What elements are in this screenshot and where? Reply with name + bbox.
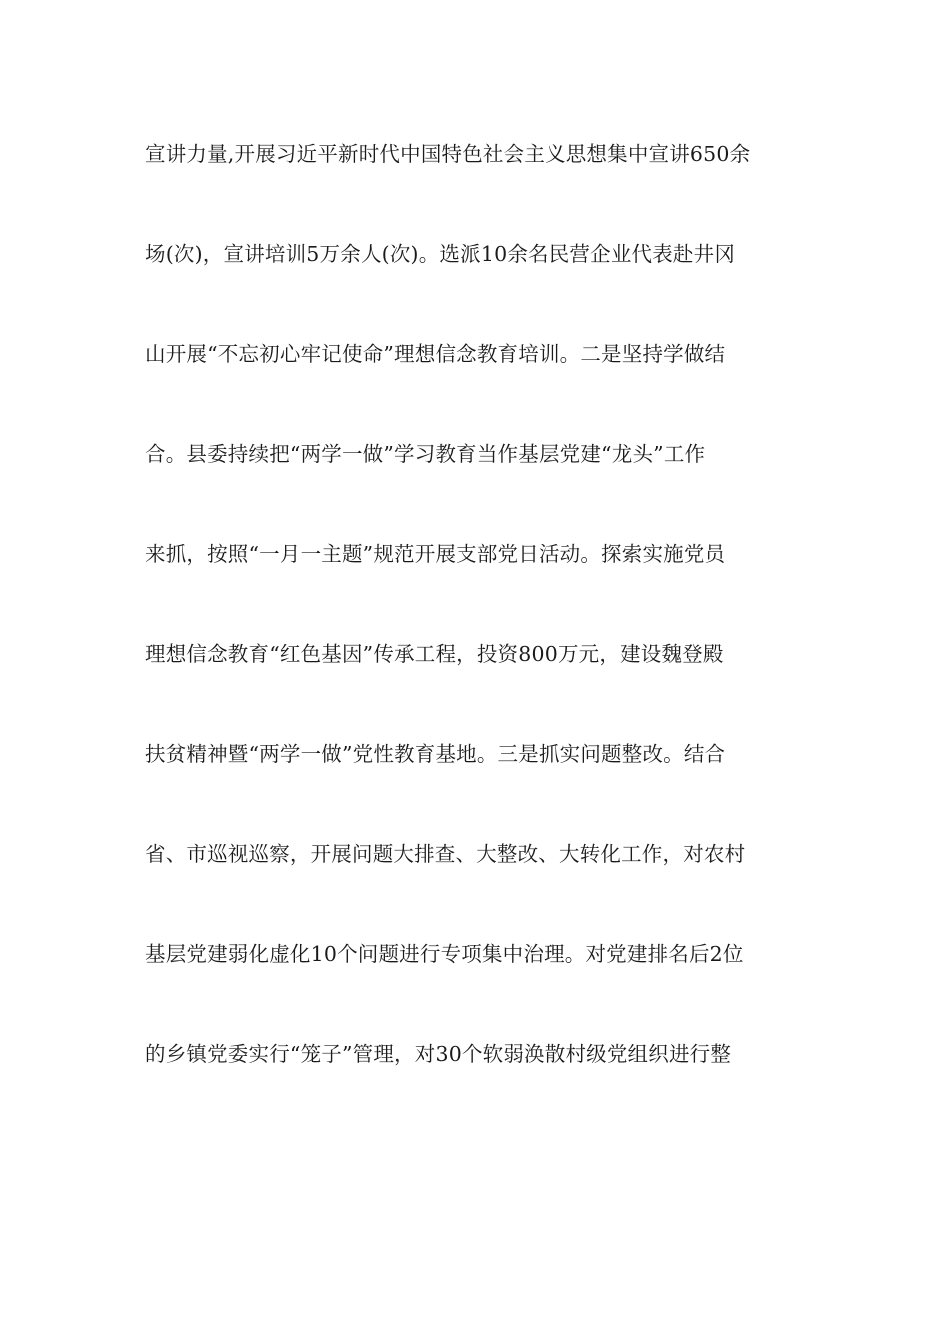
text-line: 扶贫精神暨“两学一做”党性教育基地。三是抓实问题整改。结合 <box>145 742 726 766</box>
text-line: 理想信念教育“红色基因”传承工程，投资800万元，建设魏登殿 <box>145 642 724 666</box>
text-line: 省、市巡视巡察，开展问题大排查、大整改、大转化工作，对农村 <box>145 842 746 866</box>
body-paragraph <box>145 134 805 1134</box>
text-line: 场(次)，宣讲培训5万余人(次)。选派10余名民营企业代表赴井冈 <box>145 242 736 266</box>
text-line: 基层党建弱化虚化10个问题进行专项集中治理。对党建排名后2位 <box>145 942 744 966</box>
text-line: 宣讲力量,开展习近平新时代中国特色社会主义思想集中宣讲650余 <box>145 142 751 166</box>
text-line: 合。县委持续把“两学一做”学习教育当作基层党建“龙头”工作 <box>145 442 706 466</box>
text-line: 的乡镇党委实行“笼子”管理，对30个软弱涣散村级党组织进行整 <box>145 1042 732 1066</box>
text-line: 来抓，按照“一月一主题”规范开展支部党日活动。探索实施党员 <box>145 542 726 566</box>
text-line: 山开展“不忘初心牢记使命”理想信念教育培训。二是坚持学做结 <box>145 342 726 366</box>
